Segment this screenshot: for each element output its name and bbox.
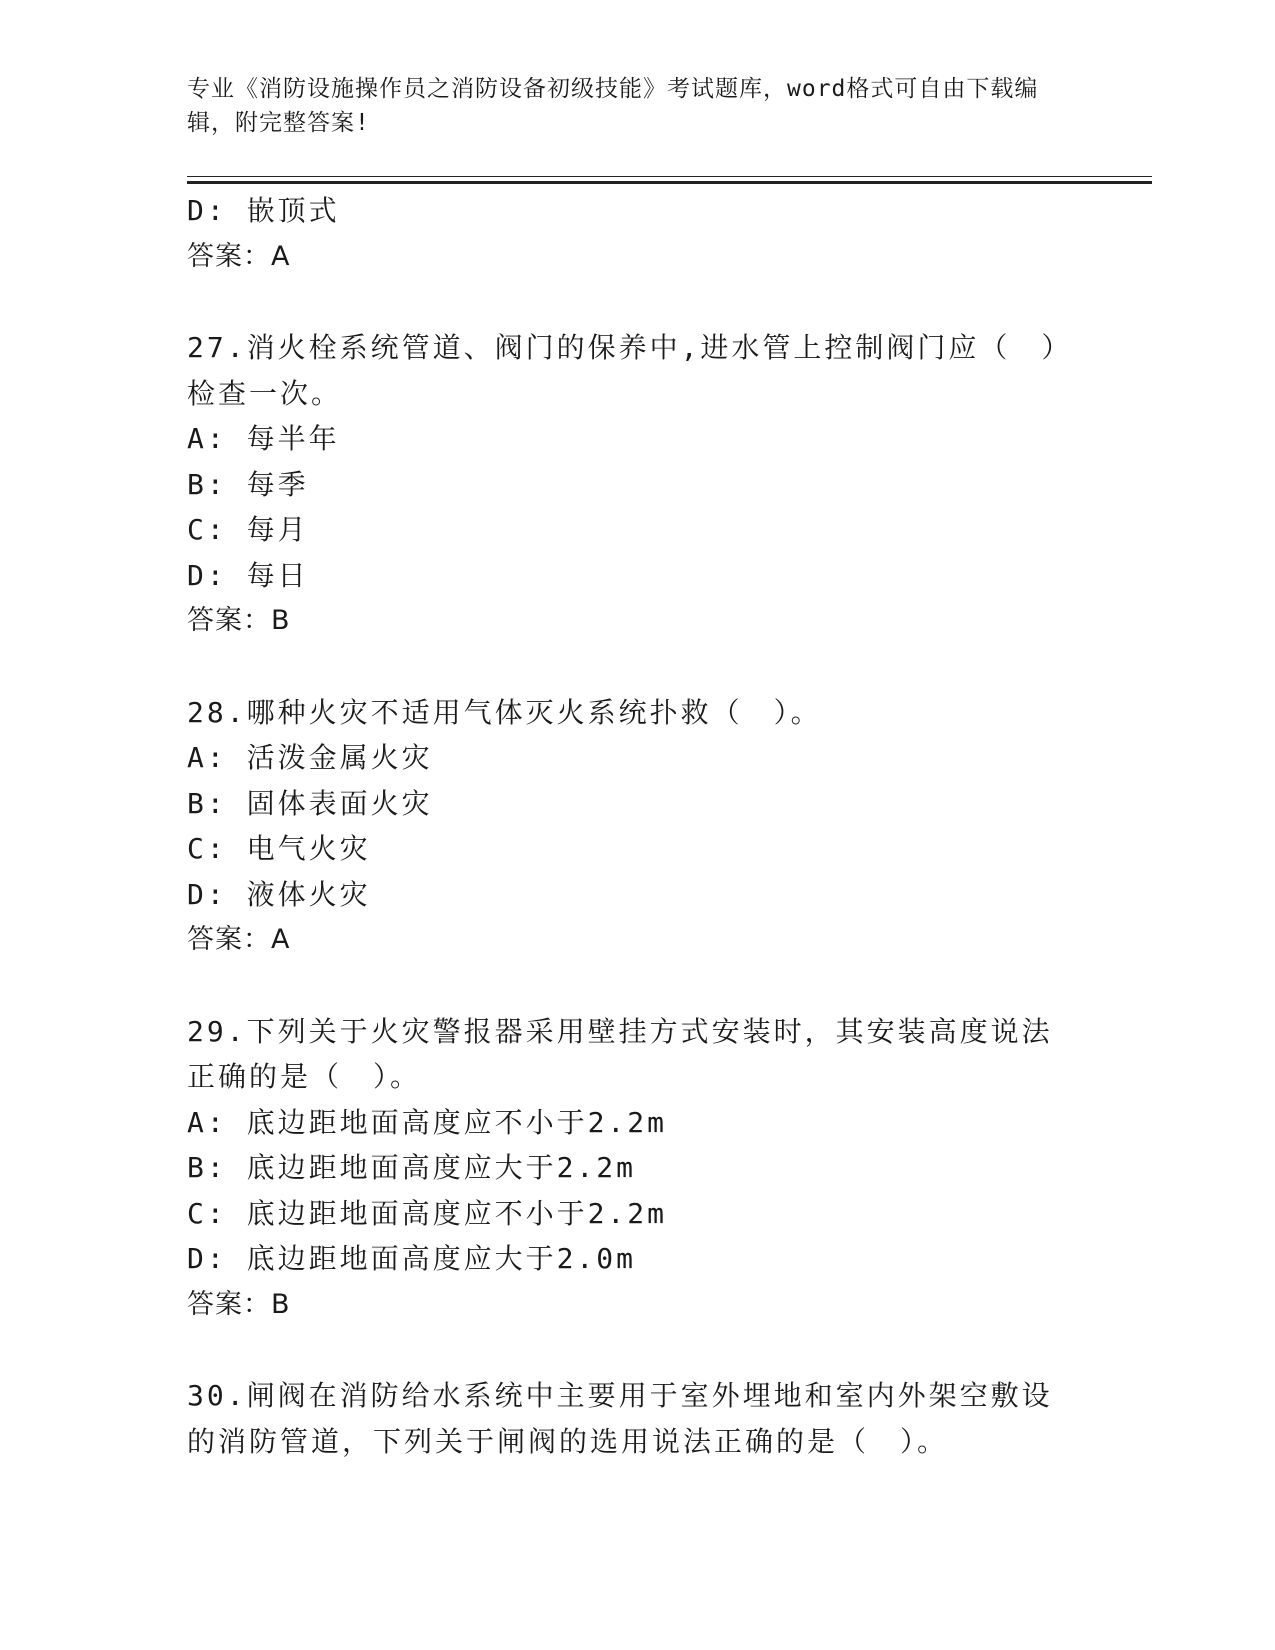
answer: 答案：B bbox=[187, 1288, 291, 1320]
spacer bbox=[187, 279, 1087, 325]
spacer bbox=[187, 644, 1087, 690]
option-a: A: 活泼金属火灾 bbox=[187, 741, 433, 774]
question-29 bbox=[187, 1009, 1087, 1328]
question-text: 29.下列关于火灾警报器采用壁挂方式安装时，其安装高度说法正确的是（ ）。 bbox=[187, 1014, 1053, 1093]
prev-answer: 答案：A bbox=[187, 240, 291, 272]
option-b: B: 每季 bbox=[187, 467, 309, 501]
option-a: A: 底边距地面高度应不小于2.2m bbox=[187, 1105, 668, 1139]
question-text: 28.哪种火灾不适用气体灭火系统扑救（ ）。 bbox=[187, 695, 822, 729]
header-divider-thin bbox=[187, 176, 1152, 177]
question-28 bbox=[187, 690, 1087, 963]
option-b: B: 底边距地面高度应大于2.2m bbox=[187, 1151, 637, 1184]
option-d: D: 液体火灾 bbox=[187, 877, 371, 911]
question-30 bbox=[187, 1373, 1087, 1464]
question-text: 30.闸阀在消防给水系统中主要用于室外埋地和室内外架空敷设的消防管道，下列关于闸阀的选用说法正确的是（ ）。 bbox=[187, 1379, 1053, 1458]
question-27 bbox=[187, 325, 1087, 644]
header-divider-thick bbox=[187, 181, 1152, 184]
option-c: C: 每月 bbox=[187, 513, 309, 546]
option-c: C: 底边距地面高度应不小于2.2m bbox=[187, 1196, 668, 1230]
prev-option-d: D: 嵌顶式 bbox=[187, 194, 340, 227]
spacer bbox=[187, 963, 1087, 1009]
answer: 答案：B bbox=[187, 605, 291, 636]
option-c: C: 电气火灾 bbox=[187, 832, 371, 865]
spacer bbox=[187, 1327, 1087, 1373]
option-b: B: 固体表面火灾 bbox=[187, 786, 433, 820]
question-content bbox=[187, 188, 1087, 1464]
option-d: D: 底边距地面高度应大于2.0m bbox=[187, 1242, 637, 1275]
question-text: 27.消火栓系统管道、阀门的保养中,进水管上控制阀门应（ ）检查一次。 bbox=[187, 331, 1059, 410]
option-a: A: 每半年 bbox=[187, 422, 340, 455]
option-d: D: 每日 bbox=[187, 558, 309, 592]
document-header: 专业《消防设施操作员之消防设备初级技能》考试题库，word格式可自由下载编辑，附完整答案! bbox=[187, 76, 1039, 136]
answer: 答案：A bbox=[187, 924, 291, 955]
